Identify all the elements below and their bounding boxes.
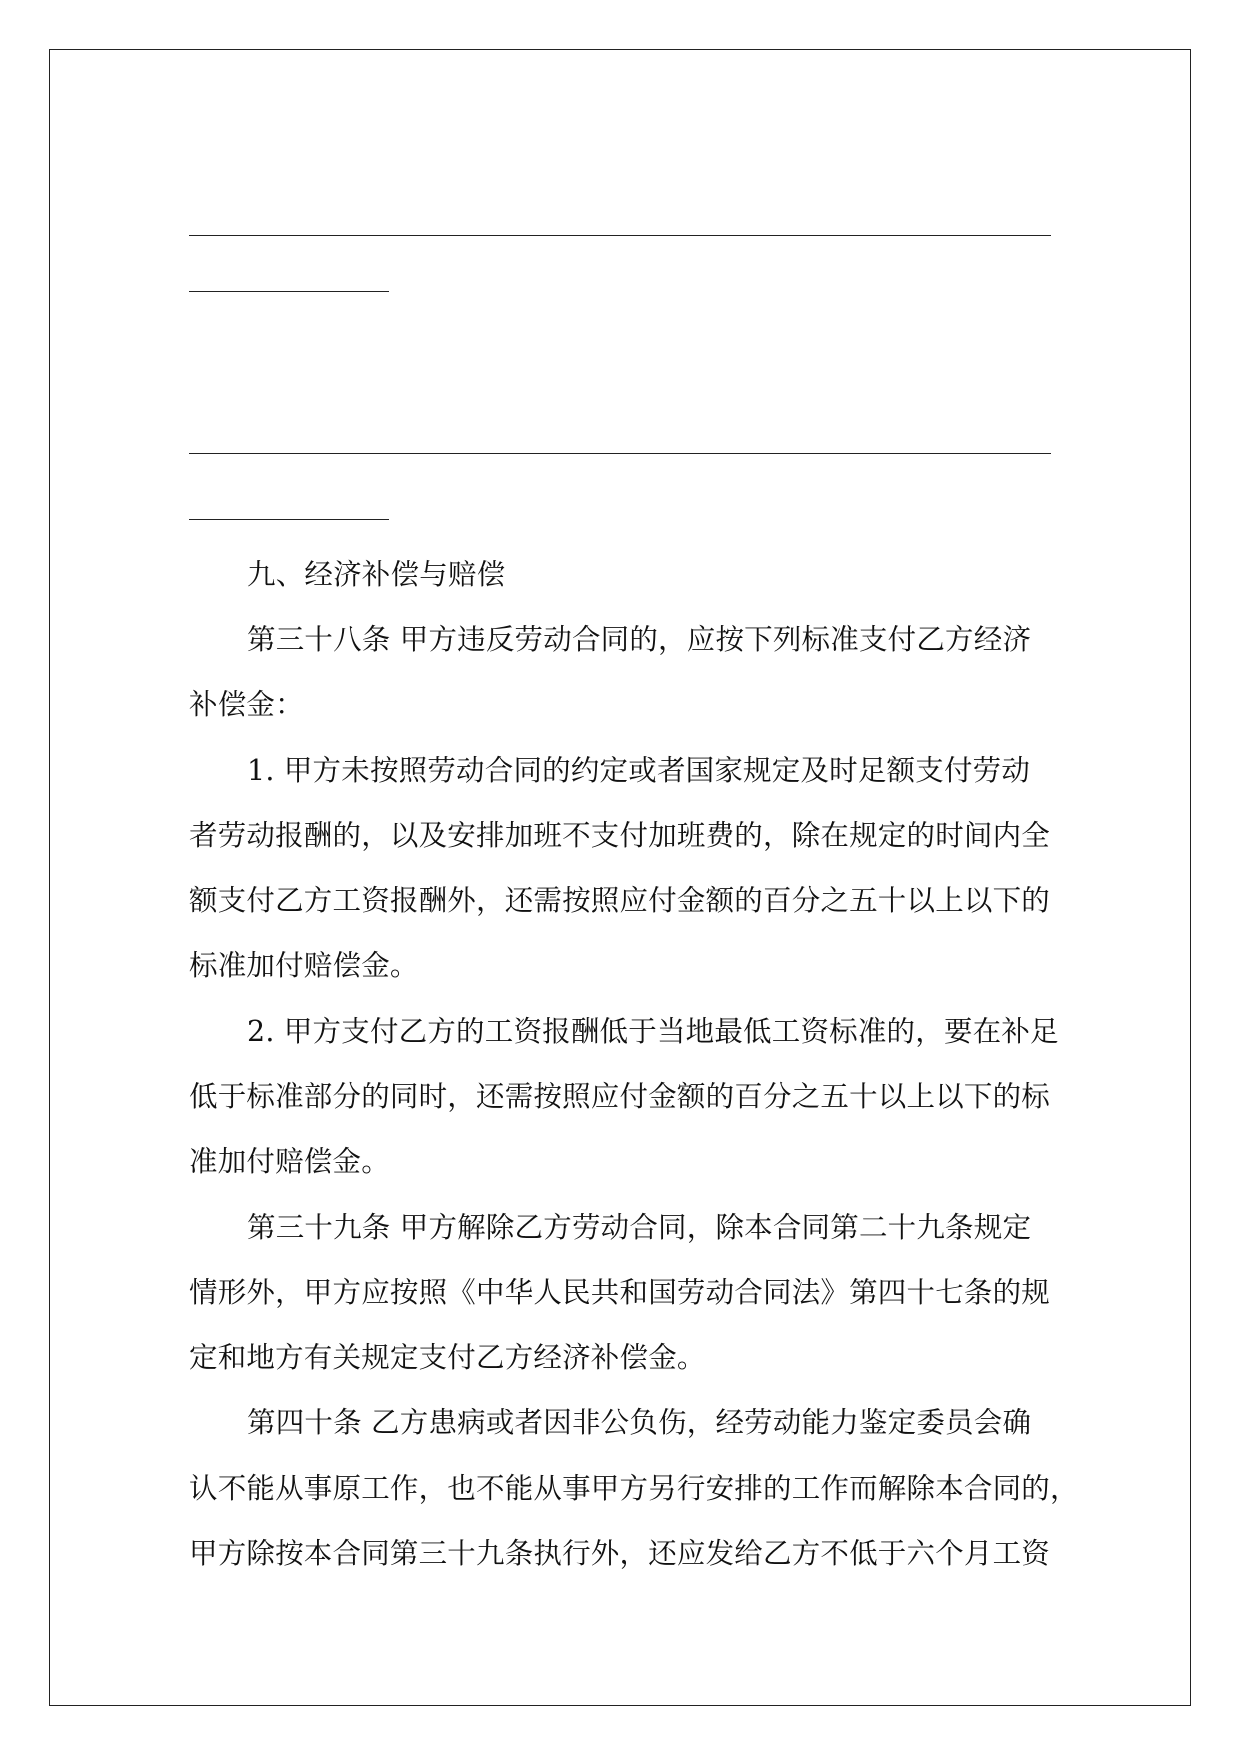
fill-in-blank-line: [189, 453, 1051, 454]
item-1-line: 者劳动报酬的，以及安排加班不支付加班费的，除在规定的时间内全: [189, 819, 1051, 852]
item-2-line: 2. 甲方支付乙方的工资报酬低于当地最低工资标准的，要在补足: [247, 1015, 1059, 1048]
item-2-line: 准加付赔偿金。: [189, 1145, 390, 1178]
article-40-line: 甲方除按本合同第三十九条执行外，还应发给乙方不低于六个月工资: [189, 1537, 1051, 1570]
article-40-line: 认不能从事原工作，也不能从事甲方另行安排的工作而解除本合同的，: [189, 1472, 1079, 1505]
item-1-line: 额支付乙方工资报酬外，还需按照应付金额的百分之五十以上以下的: [189, 884, 1051, 917]
article-40-line: 第四十条 乙方患病或者因非公负伤，经劳动能力鉴定委员会确: [247, 1406, 1032, 1439]
article-39-line: 第三十九条 甲方解除乙方劳动合同，除本合同第二十九条规定: [247, 1211, 1032, 1244]
page-border: [49, 49, 1191, 1706]
fill-in-blank-line: [189, 291, 389, 292]
item-2-line: 低于标准部分的同时，还需按照应付金额的百分之五十以上以下的标: [189, 1080, 1051, 1113]
section-heading: 九、经济补偿与赔偿: [247, 558, 506, 591]
item-1-line: 1. 甲方未按照劳动合同的约定或者国家规定及时足额支付劳动: [247, 754, 1031, 787]
article-38-line: 第三十八条 甲方违反劳动合同的，应按下列标准支付乙方经济: [247, 623, 1032, 656]
fill-in-blank-line: [189, 519, 389, 520]
article-39-line: 定和地方有关规定支付乙方经济补偿金。: [189, 1341, 706, 1374]
article-39-line: 情形外，甲方应按照《中华人民共和国劳动合同法》第四十七条的规: [189, 1276, 1051, 1309]
article-38-line: 补偿金：: [189, 688, 304, 721]
item-1-line: 标准加付赔偿金。: [189, 949, 419, 982]
fill-in-blank-line: [189, 235, 1051, 236]
